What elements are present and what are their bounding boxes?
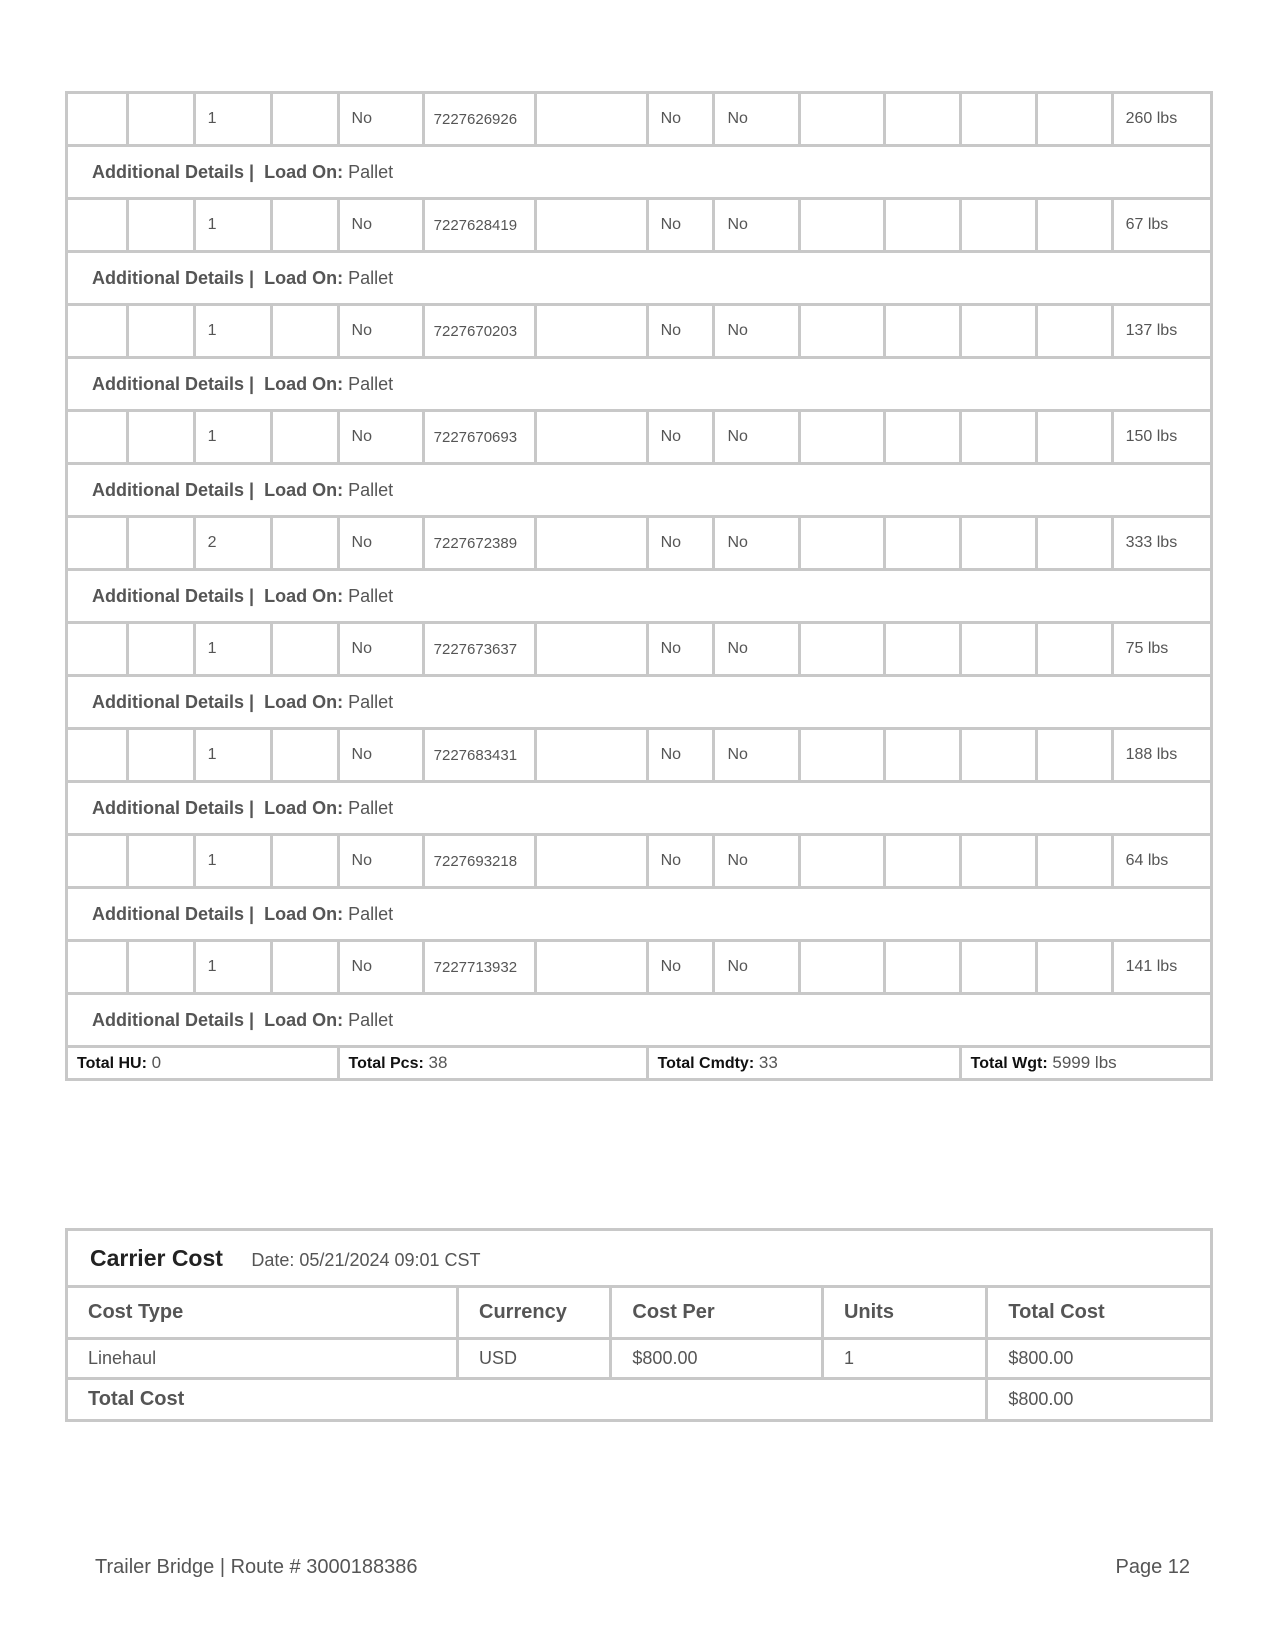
empty-cell bbox=[536, 93, 647, 146]
item-row bbox=[67, 835, 1212, 888]
empty-cell bbox=[127, 305, 194, 358]
additional-details-row bbox=[67, 146, 1212, 199]
empty-cell bbox=[799, 411, 884, 464]
item-row bbox=[67, 941, 1212, 994]
total-cmdty: Total Cmdty: 33 bbox=[647, 1047, 960, 1080]
empty-cell bbox=[67, 199, 128, 252]
item-number-cell bbox=[423, 305, 535, 358]
empty-cell bbox=[67, 835, 128, 888]
footer-route: Trailer Bridge | Route # 3000188386 bbox=[95, 1556, 418, 1578]
empty-cell bbox=[67, 729, 128, 782]
item-flag2-cell: No bbox=[647, 199, 714, 252]
total-cost-value: $800.00 bbox=[987, 1379, 1212, 1421]
header-cost-type: Cost Type bbox=[67, 1287, 458, 1339]
item-number: 7227670203 bbox=[433, 322, 518, 340]
empty-cell bbox=[1036, 729, 1112, 782]
cost-type-cell: Linehaul bbox=[67, 1339, 458, 1379]
carrier-cost-title: Carrier Cost bbox=[90, 1244, 223, 1271]
empty-cell bbox=[271, 305, 338, 358]
load-on-label: Load On: bbox=[264, 903, 344, 924]
load-on-label: Load On: bbox=[264, 1009, 344, 1030]
empty-cell bbox=[960, 411, 1036, 464]
additional-details-label: Additional Details | bbox=[92, 479, 255, 500]
empty-cell bbox=[271, 411, 338, 464]
empty-cell bbox=[271, 835, 338, 888]
load-on-value: Pallet bbox=[348, 585, 394, 606]
empty-cell bbox=[536, 411, 647, 464]
item-flag1-cell: No bbox=[338, 305, 423, 358]
header-cost-per: Cost Per bbox=[611, 1287, 823, 1339]
load-on-label: Load On: bbox=[264, 585, 344, 606]
empty-cell bbox=[1036, 93, 1112, 146]
item-number-cell bbox=[423, 93, 535, 146]
additional-details-label: Additional Details | bbox=[92, 161, 255, 182]
empty-cell bbox=[536, 517, 647, 570]
empty-cell bbox=[67, 411, 128, 464]
item-weight-cell: 137 lbs bbox=[1112, 305, 1211, 358]
empty-cell bbox=[271, 517, 338, 570]
carrier-cost-header bbox=[67, 1230, 1212, 1287]
item-pcs-cell: 1 bbox=[194, 623, 271, 676]
empty-cell bbox=[960, 835, 1036, 888]
empty-cell bbox=[1036, 835, 1112, 888]
additional-details-row bbox=[67, 888, 1212, 941]
additional-details-label: Additional Details | bbox=[92, 903, 255, 924]
item-number-cell bbox=[423, 729, 535, 782]
empty-cell bbox=[884, 941, 960, 994]
item-weight-cell: 333 lbs bbox=[1112, 517, 1211, 570]
item-number-cell bbox=[423, 517, 535, 570]
item-flag3-cell: No bbox=[714, 623, 799, 676]
total-wgt: Total Wgt: 5999 lbs bbox=[960, 1047, 1211, 1080]
item-pcs-cell: 1 bbox=[194, 305, 271, 358]
total-pcs: Total Pcs: 38 bbox=[338, 1047, 647, 1080]
currency-cell: USD bbox=[458, 1339, 611, 1379]
empty-cell bbox=[960, 941, 1036, 994]
load-on-value: Pallet bbox=[348, 903, 394, 924]
item-flag2-cell: No bbox=[647, 941, 714, 994]
load-on-value: Pallet bbox=[348, 691, 394, 712]
empty-cell bbox=[960, 623, 1036, 676]
item-flag1-cell: No bbox=[338, 729, 423, 782]
additional-details-label: Additional Details | bbox=[92, 1009, 255, 1030]
additional-details-row bbox=[67, 358, 1212, 411]
empty-cell bbox=[1036, 305, 1112, 358]
item-flag3-cell: No bbox=[714, 305, 799, 358]
header-units: Units bbox=[822, 1287, 986, 1339]
empty-cell bbox=[271, 729, 338, 782]
item-pcs-cell: 1 bbox=[194, 411, 271, 464]
empty-cell bbox=[67, 623, 128, 676]
load-on-label: Load On: bbox=[264, 161, 344, 182]
item-number: 7227713932 bbox=[433, 958, 518, 976]
empty-cell bbox=[127, 199, 194, 252]
item-flag1-cell: No bbox=[338, 411, 423, 464]
additional-details-row bbox=[67, 464, 1212, 517]
item-row bbox=[67, 199, 1212, 252]
empty-cell bbox=[960, 729, 1036, 782]
item-weight-cell: 188 lbs bbox=[1112, 729, 1211, 782]
item-flag2-cell: No bbox=[647, 623, 714, 676]
empty-cell bbox=[884, 623, 960, 676]
empty-cell bbox=[127, 517, 194, 570]
empty-cell bbox=[536, 941, 647, 994]
item-number: 7227673637 bbox=[433, 640, 518, 658]
item-flag1-cell: No bbox=[338, 835, 423, 888]
item-number-cell bbox=[423, 941, 535, 994]
empty-cell bbox=[536, 835, 647, 888]
item-row bbox=[67, 305, 1212, 358]
load-on-value: Pallet bbox=[348, 267, 394, 288]
empty-cell bbox=[127, 623, 194, 676]
item-number-cell bbox=[423, 199, 535, 252]
item-flag3-cell: No bbox=[714, 941, 799, 994]
item-pcs-cell: 1 bbox=[194, 93, 271, 146]
additional-details-label: Additional Details | bbox=[92, 267, 255, 288]
footer-page-number: Page 12 bbox=[1115, 1556, 1190, 1578]
item-flag3-cell: No bbox=[714, 199, 799, 252]
load-on-value: Pallet bbox=[348, 479, 394, 500]
item-row bbox=[67, 729, 1212, 782]
cost-per-cell: $800.00 bbox=[611, 1339, 823, 1379]
empty-cell bbox=[1036, 941, 1112, 994]
item-weight-cell: 64 lbs bbox=[1112, 835, 1211, 888]
commodity-items-table bbox=[65, 91, 1213, 1081]
item-number: 7227683431 bbox=[433, 746, 518, 764]
empty-cell bbox=[884, 517, 960, 570]
additional-details-label: Additional Details | bbox=[92, 797, 255, 818]
load-on-label: Load On: bbox=[264, 691, 344, 712]
empty-cell bbox=[884, 835, 960, 888]
empty-cell bbox=[536, 623, 647, 676]
load-on-value: Pallet bbox=[348, 373, 394, 394]
empty-cell bbox=[799, 623, 884, 676]
additional-details-label: Additional Details | bbox=[92, 585, 255, 606]
load-on-label: Load On: bbox=[264, 267, 344, 288]
item-flag2-cell: No bbox=[647, 93, 714, 146]
empty-cell bbox=[271, 941, 338, 994]
item-number: 7227670693 bbox=[433, 428, 518, 446]
item-flag3-cell: No bbox=[714, 835, 799, 888]
item-weight-cell: 75 lbs bbox=[1112, 623, 1211, 676]
additional-details-label: Additional Details | bbox=[92, 373, 255, 394]
additional-details-row bbox=[67, 252, 1212, 305]
item-number-cell bbox=[423, 623, 535, 676]
item-flag2-cell: No bbox=[647, 835, 714, 888]
header-total-cost: Total Cost bbox=[987, 1287, 1212, 1339]
empty-cell bbox=[127, 729, 194, 782]
item-number: 7227672389 bbox=[433, 534, 518, 552]
item-number: 7227626926 bbox=[433, 110, 518, 128]
empty-cell bbox=[1036, 199, 1112, 252]
additional-details-label: Additional Details | bbox=[92, 691, 255, 712]
item-flag1-cell: No bbox=[338, 199, 423, 252]
load-on-value: Pallet bbox=[348, 1009, 394, 1030]
item-row bbox=[67, 623, 1212, 676]
empty-cell bbox=[1036, 517, 1112, 570]
item-flag1-cell: No bbox=[338, 941, 423, 994]
additional-details-row bbox=[67, 676, 1212, 729]
empty-cell bbox=[67, 305, 128, 358]
empty-cell bbox=[1036, 411, 1112, 464]
additional-details-row bbox=[67, 570, 1212, 623]
total-hu: Total HU: 0 bbox=[67, 1047, 339, 1080]
empty-cell bbox=[271, 623, 338, 676]
empty-cell bbox=[884, 305, 960, 358]
item-weight-cell: 150 lbs bbox=[1112, 411, 1211, 464]
empty-cell bbox=[799, 199, 884, 252]
empty-cell bbox=[127, 411, 194, 464]
item-flag3-cell: No bbox=[714, 411, 799, 464]
empty-cell bbox=[960, 305, 1036, 358]
empty-cell bbox=[960, 199, 1036, 252]
item-pcs-cell: 1 bbox=[194, 199, 271, 252]
carrier-cost-date: Date: 05/21/2024 09:01 CST bbox=[251, 1249, 481, 1270]
empty-cell bbox=[884, 411, 960, 464]
item-flag2-cell: No bbox=[647, 411, 714, 464]
empty-cell bbox=[960, 93, 1036, 146]
empty-cell bbox=[960, 517, 1036, 570]
total-cost-cell: $800.00 bbox=[987, 1339, 1212, 1379]
empty-cell bbox=[536, 305, 647, 358]
item-number: 7227693218 bbox=[433, 852, 518, 870]
load-on-label: Load On: bbox=[264, 479, 344, 500]
empty-cell bbox=[884, 199, 960, 252]
item-flag2-cell: No bbox=[647, 305, 714, 358]
item-flag1-cell: No bbox=[338, 623, 423, 676]
load-on-value: Pallet bbox=[348, 161, 394, 182]
units-cell: 1 bbox=[822, 1339, 986, 1379]
empty-cell bbox=[799, 941, 884, 994]
empty-cell bbox=[884, 93, 960, 146]
empty-cell bbox=[799, 305, 884, 358]
empty-cell bbox=[127, 835, 194, 888]
empty-cell bbox=[127, 941, 194, 994]
total-cost-label: Total Cost bbox=[67, 1379, 987, 1421]
item-flag3-cell: No bbox=[714, 729, 799, 782]
item-weight-cell: 141 lbs bbox=[1112, 941, 1211, 994]
load-on-value: Pallet bbox=[348, 797, 394, 818]
load-on-label: Load On: bbox=[264, 373, 344, 394]
additional-details-row bbox=[67, 994, 1212, 1047]
totals-row bbox=[67, 1047, 1212, 1080]
item-number: 7227628419 bbox=[433, 216, 518, 234]
item-pcs-cell: 1 bbox=[194, 835, 271, 888]
item-number-cell bbox=[423, 835, 535, 888]
empty-cell bbox=[799, 729, 884, 782]
empty-cell bbox=[127, 93, 194, 146]
carrier-cost-table bbox=[65, 1228, 1213, 1422]
empty-cell bbox=[271, 93, 338, 146]
load-on-label: Load On: bbox=[264, 797, 344, 818]
item-row bbox=[67, 411, 1212, 464]
header-currency: Currency bbox=[458, 1287, 611, 1339]
empty-cell bbox=[884, 729, 960, 782]
item-pcs-cell: 2 bbox=[194, 517, 271, 570]
item-number-cell bbox=[423, 411, 535, 464]
item-flag1-cell: No bbox=[338, 93, 423, 146]
item-pcs-cell: 1 bbox=[194, 941, 271, 994]
item-row bbox=[67, 517, 1212, 570]
item-flag3-cell: No bbox=[714, 93, 799, 146]
additional-details-row bbox=[67, 782, 1212, 835]
cost-row bbox=[67, 1339, 1212, 1379]
empty-cell bbox=[799, 835, 884, 888]
item-weight-cell: 260 lbs bbox=[1112, 93, 1211, 146]
item-flag3-cell: No bbox=[714, 517, 799, 570]
item-row bbox=[67, 93, 1212, 146]
item-pcs-cell: 1 bbox=[194, 729, 271, 782]
empty-cell bbox=[67, 941, 128, 994]
cost-total-row bbox=[67, 1379, 1212, 1421]
empty-cell bbox=[536, 729, 647, 782]
item-flag1-cell: No bbox=[338, 517, 423, 570]
empty-cell bbox=[67, 93, 128, 146]
empty-cell bbox=[799, 93, 884, 146]
empty-cell bbox=[271, 199, 338, 252]
empty-cell bbox=[536, 199, 647, 252]
item-weight-cell: 67 lbs bbox=[1112, 199, 1211, 252]
cost-column-headers bbox=[67, 1287, 1212, 1339]
empty-cell bbox=[1036, 623, 1112, 676]
item-flag2-cell: No bbox=[647, 517, 714, 570]
empty-cell bbox=[799, 517, 884, 570]
item-flag2-cell: No bbox=[647, 729, 714, 782]
empty-cell bbox=[67, 517, 128, 570]
